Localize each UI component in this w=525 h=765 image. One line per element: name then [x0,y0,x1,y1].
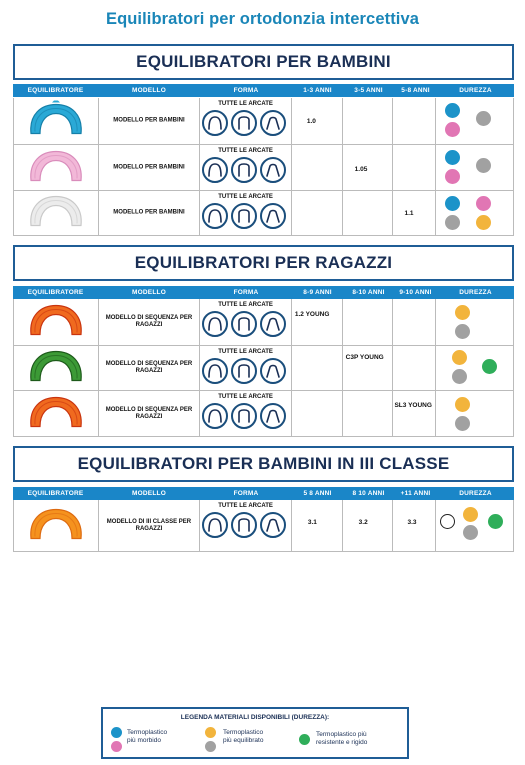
column-header: EQUILIBRATORE [27,87,84,94]
mouthguard-image [27,101,85,142]
table-row [13,346,514,391]
model-name: MODELLO DI SEQUENZA PER RAGAZZI [105,361,193,374]
table-cell [99,145,201,191]
table-cell [292,98,343,145]
legend-rigid-line1: Termoplastico più [316,731,367,738]
legend-dot-grey [205,741,216,752]
table-cell [14,346,99,391]
arch-tapered-icon [260,512,286,538]
model-name: MODELLO PER BAMBINI [113,117,185,124]
table-cell [292,346,343,391]
arch-tapered-icon [260,311,286,337]
table-cell [99,391,201,437]
arch-square-icon [231,311,257,337]
table-cell [14,500,99,552]
green-hardness-dot [488,514,503,529]
legend-title: LEGENDA MATERIALI DISPONIBILI (DUREZZA): [180,714,330,721]
arch-round-icon [202,403,228,429]
arch-tapered-icon [260,358,286,384]
table-row [13,299,514,346]
table-cell [436,391,513,437]
age-size-value: SL3 YOUNG [394,402,432,409]
orange-hardness-dot [476,215,491,230]
table-cell [292,391,343,437]
legend-soft-line2: più morbido [127,737,161,744]
model-name: MODELLO PER BAMBINI [113,209,185,216]
pink-hardness-dot [476,196,491,211]
arch-round-icon [202,157,228,183]
age-size-value: 3.1 [307,519,317,526]
legend-rigid-line2: resistente e rigido [316,739,368,746]
arch-shapes [202,403,286,429]
column-header: MODELLO [132,490,166,497]
age-size-value: C3P YOUNG [345,354,384,361]
column-header: 3-5 ANNI [354,87,383,94]
green-hardness-dot [482,359,497,374]
forma-label: TUTTE LE ARCATE [218,302,273,308]
forma-label: TUTTE LE ARCATE [218,194,273,200]
mouthguard-image [27,505,85,546]
legend-label-balanced [223,729,263,745]
forma-label: TUTTE LE ARCATE [218,101,273,107]
arch-round-icon [202,311,228,337]
section-title-ragazzi: EQUILIBRATORI PER RAGAZZI [13,245,514,281]
legend-dot-orange [205,727,216,738]
legend-label-rigid [316,731,367,747]
forma-label: TUTTE LE ARCATE [218,148,273,154]
column-header: DUREZZA [459,289,492,296]
forma-label: TUTTE LE ARCATE [218,349,273,355]
table-cell [200,299,292,346]
table-cell [436,145,513,191]
column-header: +11 ANNI [400,490,431,497]
arch-square-icon [231,512,257,538]
mouthguard-image [27,147,85,188]
column-header: 8-10 ANNI [352,289,385,296]
grey-hardness-dot [445,215,460,230]
orange-hardness-dot [463,507,478,522]
section-title-iii-classe: EQUILIBRATORI PER BAMBINI IN III CLASSE [13,446,514,482]
column-header: 9-10 ANNI [399,289,432,296]
pink-hardness-dot [445,169,460,184]
table-cell [200,191,292,236]
legend-label-soft [127,729,167,745]
grey-hardness-dot [452,369,467,384]
table-row [13,391,514,437]
arch-square-icon [231,110,257,136]
age-size-value: 1.05 [354,166,368,173]
table-cell [436,191,513,236]
age-size-value: 1.1 [404,210,414,217]
table-cell [436,346,513,391]
table-cell [200,145,292,191]
table-cell [393,299,436,346]
table-cell [99,191,201,236]
table-cell [292,299,343,346]
table-cell [200,346,292,391]
arch-shapes [202,311,286,337]
legend-dot-green [299,734,310,745]
column-header: FORMA [233,490,259,497]
age-size-value: 3.2 [358,519,368,526]
column-header: MODELLO [132,289,166,296]
table-cell [436,500,513,552]
age-size-value: 3.3 [407,519,417,526]
table-cell [200,98,292,145]
table-header-row [13,487,514,500]
grey-hardness-dot [476,158,491,173]
column-header: MODELLO [132,87,166,94]
table-cell [393,191,436,236]
mouthguard-image [27,348,85,389]
forma-label: TUTTE LE ARCATE [218,503,273,509]
orange-hardness-dot [455,305,470,320]
age-size-value: 1.0 [306,118,316,125]
table-cell [99,98,201,145]
table-cell [436,98,513,145]
table-cell [343,98,394,145]
table-cell [393,145,436,191]
table-cell [436,299,513,346]
legend-balanced-line2: più equilibrato [223,737,264,744]
white-hardness-dot [440,514,455,529]
column-header: EQUILIBRATORE [27,490,84,497]
blue-hardness-dot [445,150,460,165]
legend-soft-line1: Termoplastico [127,729,168,736]
model-name: MODELLO DI SEQUENZA PER RAGAZZI [105,406,193,420]
legend-box [101,707,409,759]
arch-tapered-icon [260,110,286,136]
age-size-value: 1.2 YOUNG [294,311,330,318]
table-cell [99,299,201,346]
table-cell [393,98,436,145]
table-cell [292,500,343,552]
arch-tapered-icon [260,403,286,429]
arch-round-icon [202,358,228,384]
column-header: 8 10 ANNI [352,490,385,497]
column-header: DUREZZA [459,490,492,497]
grey-hardness-dot [455,416,470,431]
legend-dot-pink [111,741,122,752]
table-row [13,500,514,552]
table-cell [292,191,343,236]
table-cell [200,391,292,437]
table-header-row [13,84,514,97]
table-cell [393,346,436,391]
table-row [13,191,514,236]
forma-label: TUTTE LE ARCATE [218,394,273,400]
orange-hardness-dot [452,350,467,365]
table-cell [99,500,201,552]
column-header: DUREZZA [459,87,492,94]
orange-hardness-dot [455,397,470,412]
mouthguard-image [27,302,85,343]
blue-hardness-dot [445,196,460,211]
arch-tapered-icon [260,157,286,183]
mouthguard-image [27,393,85,434]
arch-round-icon [202,110,228,136]
page-title: Equilibratori per ortodonzia intercettiva [105,10,420,28]
arch-shapes [202,203,286,229]
table-row [13,98,514,145]
table-cell [14,191,99,236]
table-header-row [13,286,514,299]
legend-dot-blue [111,727,122,738]
arch-square-icon [231,358,257,384]
arch-round-icon [202,512,228,538]
arch-shapes [202,512,286,538]
arch-tapered-icon [260,203,286,229]
table-cell [343,391,394,437]
table-cell [14,391,99,437]
arch-square-icon [231,157,257,183]
table-cell [343,299,394,346]
table-cell [14,145,99,191]
table-cell [200,500,292,552]
table-cell [343,346,394,391]
column-header: FORMA [233,289,259,296]
arch-shapes [202,358,286,384]
blue-hardness-dot [445,103,460,118]
grey-hardness-dot [476,111,491,126]
model-name: MODELLO DI SEQUENZA PER RAGAZZI [105,315,193,328]
arch-shapes [202,157,286,183]
grey-hardness-dot [455,324,470,339]
table-cell [393,500,436,552]
column-header: FORMA [233,87,259,94]
table-cell [343,145,394,191]
table-cell [292,145,343,191]
table-cell [14,98,99,145]
table-row [13,145,514,191]
column-header: 5-8 ANNI [401,87,430,94]
arch-shapes [202,110,286,136]
grey-hardness-dot [463,525,478,540]
legend-balanced-line1: Termoplastico [223,729,264,736]
column-header: 8-9 ANNI [303,289,332,296]
table-cell [14,299,99,346]
arch-square-icon [231,203,257,229]
arch-round-icon [202,203,228,229]
column-header: 5 8 ANNI [303,490,332,497]
model-name: MODELLO DI III CLASSE PER RAGAZZI [106,518,192,532]
table-cell [393,391,436,437]
section-title-bambini: EQUILIBRATORI PER BAMBINI [13,44,514,80]
column-header: EQUILIBRATORE [27,289,84,296]
arch-square-icon [231,403,257,429]
table-cell [343,191,394,236]
model-name: MODELLO PER BAMBINI [113,164,185,170]
pink-hardness-dot [445,122,460,137]
table-cell [99,346,201,391]
column-header: 1-3 ANNI [303,87,332,94]
table-cell [343,500,394,552]
mouthguard-image [27,193,85,234]
